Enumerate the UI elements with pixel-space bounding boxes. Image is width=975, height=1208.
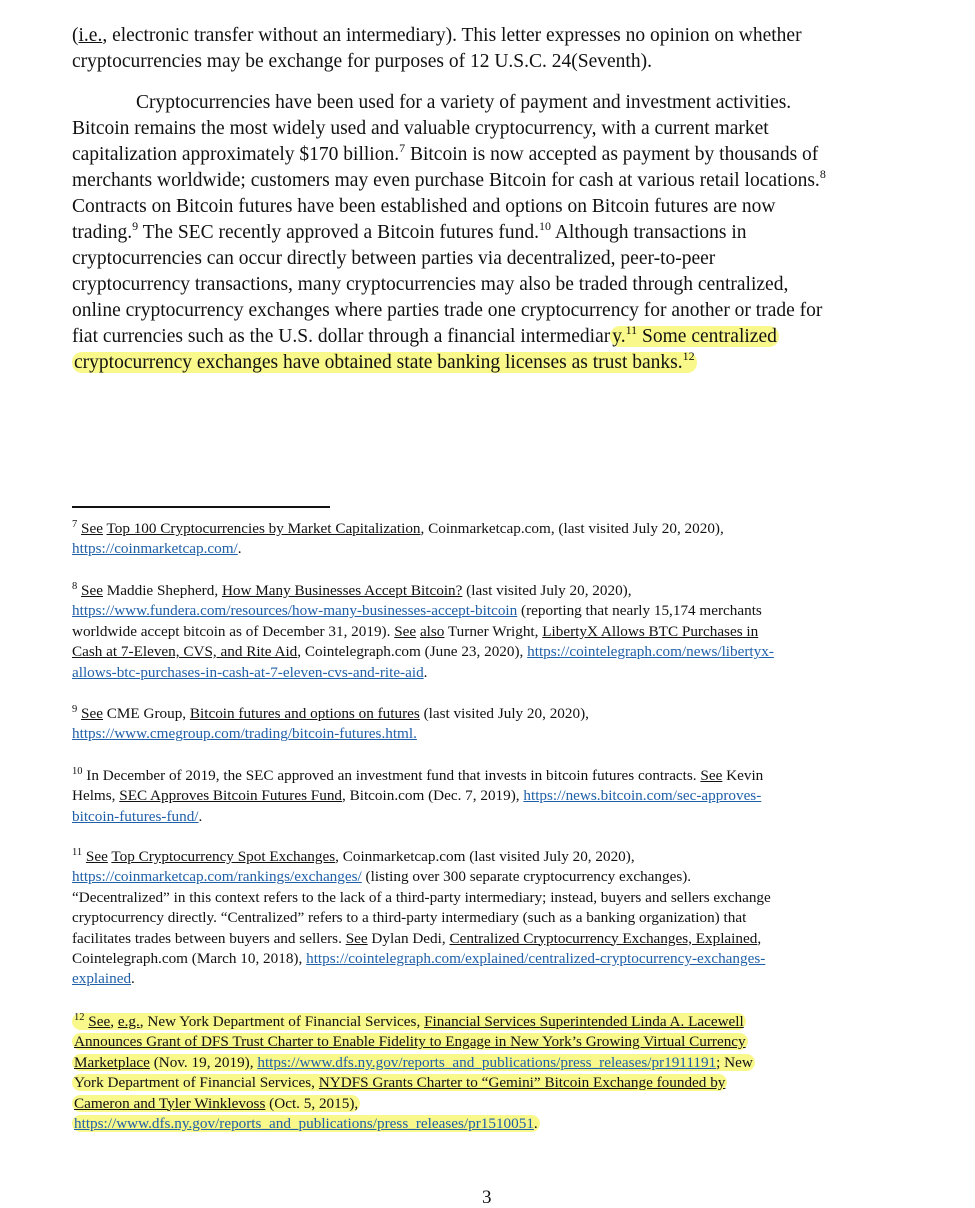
highlight-fn12 (72, 1033, 748, 1050)
fn12-line-3 (72, 1053, 902, 1073)
footnote-10 (72, 766, 902, 827)
footnote-separator (72, 506, 330, 508)
citation-link[interactable]: https://coinmarketcap.com/ (72, 540, 238, 558)
citation-org: CME Group, (102, 705, 190, 722)
citation-text: facilitates trades between buyers and sellers. (72, 929, 346, 947)
p1-line-2: cryptocurrencies may be exchange for purposes of 12 U.S.C. 24(Seventh). (72, 51, 652, 72)
citation-author: Maddie Shepherd, (102, 582, 222, 599)
p2-line-6-mid: The SEC recently approved a Bitcoin futures fund. (138, 222, 540, 243)
footnote-11 (72, 847, 902, 990)
citation-title: NYDFS Grants Charter to “Gemini” Bitcoin Exchange founded by (318, 1074, 726, 1092)
citation-title: Top Cryptocurrency Spot Exchanges (111, 848, 336, 865)
fn10-line-1 (72, 766, 902, 786)
fn11-line-1 (72, 847, 902, 867)
signal-see: See (345, 929, 368, 947)
p2-line-10-hl-tail: Some centralized (637, 326, 777, 347)
citation-author: Turner Wright, (444, 622, 543, 640)
p2-line-2: Bitcoin remains the most widely used and valuable cryptocurrency, with a current market (72, 118, 769, 139)
citation-source: , Bitcoin.com (Dec. 7, 2019), (342, 787, 524, 805)
ie-abbrev: i.e. (78, 25, 103, 46)
p2-line-10-hl-start: y. (612, 326, 626, 347)
paragraph-1 (72, 23, 912, 75)
signal-see: See (700, 767, 723, 784)
highlight-fn12: $^{12}$ See, e.g., New York Department of Financial Services, Financial Services Superintended Linda A. Lacewell (74, 1012, 744, 1030)
p2-line-6 (72, 220, 912, 246)
p2-line-7: cryptocurrencies can occur directly between parties via decentralized, peer-to-peer (72, 248, 716, 269)
citation-title: Announces Grant of DFS Trust Charter to Enable Fidelity to Engage in New York’s Growing Virtual Currency (74, 1033, 746, 1051)
fn12-line-5 (72, 1094, 902, 1114)
citation-title: Marketplace (74, 1053, 150, 1071)
fn9-line-2 (72, 724, 902, 744)
highlight-body-line-2 (72, 349, 697, 373)
p2-line-1: Cryptocurrencies have been used for a variety of payment and investment activities. (136, 92, 792, 113)
fn12-line-1 (72, 1012, 902, 1032)
citation-title: Financial Services Superintended Linda A. Lacewell (424, 1013, 744, 1030)
citation-link[interactable]: https://www.dfs.ny.gov/reports_and_publications/press_releases/pr1510051 (74, 1114, 534, 1132)
p2-line-6-text: trading. (72, 222, 133, 243)
p2-line-3-tail: Bitcoin is now accepted as payment by thousands of (405, 144, 819, 165)
footnote-9 (72, 704, 902, 745)
citation-source: , Coinmarketcap.com, (last visited July 20, 2020), (420, 520, 724, 537)
signal-see: See (88, 1013, 111, 1030)
citation-link[interactable]: https://news.bitcoin.com/sec-approves- (523, 787, 762, 805)
p2-line-11 (72, 350, 912, 376)
highlight-fn12 (72, 1074, 727, 1091)
footnote-number: 12 (74, 1012, 85, 1023)
citation-title: LibertyX Allows BTC Purchases in (542, 622, 759, 640)
footnote-12 (72, 1012, 902, 1134)
signal-see: See (85, 848, 108, 865)
citation-text: In December of 2019, the SEC approved an investment fund that invests in bitcoin futures contracts. (82, 767, 701, 784)
fn8-line-4 (72, 642, 902, 662)
citation-title: Cash at 7-Eleven, CVS, and Rite Aid (72, 643, 298, 661)
citation-end: . (533, 1114, 538, 1132)
citation-link[interactable]: https://www.dfs.ny.gov/reports_and_publications/press_releases/pr1911191 (257, 1053, 717, 1071)
footnote-ref-11[interactable]: 11 (625, 323, 638, 337)
citation-text: worldwide accept bitcoin as of December 31, 2019). (72, 622, 395, 640)
paragraph-2 (72, 90, 912, 376)
citation-link[interactable]: explained (72, 970, 132, 988)
highlight-body (610, 323, 779, 347)
footnote-8 (72, 581, 902, 683)
p2-line-4-text: merchants worldwide; customers may even purchase Bitcoin for cash at various retail locations. (72, 170, 820, 191)
highlight-fn12 (72, 1054, 755, 1071)
citation-note: (listing over 300 separate cryptocurrency exchanges). (361, 868, 692, 886)
citation-link[interactable]: https://www.cmegroup.com/trading/bitcoin-futures.html. (72, 725, 417, 743)
footnote-ref-8[interactable]: 8 (819, 167, 826, 181)
fn11-line-3: “Decentralized” in this context refers to the lack of a third-party intermediary; instead, buyers and sellers exchange (72, 888, 771, 906)
citation-title: Top 100 Cryptocurrencies by Market Capitalization (106, 520, 421, 537)
footnote-ref-7[interactable]: 7 (399, 141, 406, 155)
p2-line-9: online cryptocurrency exchanges where parties trade one cryptocurrency for another or trade for (72, 300, 823, 321)
fn11-line-7 (72, 969, 902, 989)
p2-line-3-text: capitalization approximately $170 billion. (72, 144, 400, 165)
citation-source: , Coinmarketcap.com (last visited July 20, 2020), (335, 848, 635, 865)
fn8-line-2 (72, 601, 902, 621)
footnote-number: 7 (72, 519, 78, 530)
p2-line-11-text: cryptocurrency exchanges have obtained state banking licenses as trust banks. (74, 352, 683, 373)
signal-see: See (394, 622, 417, 640)
p2-line-6-tail: Although transactions in (551, 222, 747, 243)
footnote-ref-9[interactable]: 9 (132, 219, 139, 233)
citation-title: Centralized Cryptocurrency Exchanges, Explained (449, 929, 758, 947)
citation-link[interactable]: bitcoin-futures-fund/ (72, 807, 199, 825)
fn8-line-5 (72, 663, 902, 683)
p2-line-10 (72, 324, 912, 350)
footnote-number: 11 (72, 847, 83, 858)
signal-eg: e.g. (117, 1013, 140, 1030)
citation-end: . (237, 540, 242, 558)
p2-line-10-text: fiat currencies such as the U.S. dollar through a financial intermediar (72, 326, 611, 347)
citation-link[interactable]: allows-btc-purchases-in-cash-at-7-eleven-cvs-and-rite-aid (72, 663, 424, 681)
citation-text: ; New (716, 1053, 753, 1071)
fn12-line-2 (72, 1032, 902, 1052)
p1-open-paren: ( (72, 25, 79, 46)
fn11-line-4: cryptocurrency directly. “Centralized” refers to a third-party intermediary (such as a banking organization) that (72, 909, 747, 927)
citation-title: How Many Businesses Accept Bitcoin? (221, 582, 463, 599)
footnote-number: 10 (72, 766, 83, 777)
footnote-ref-10[interactable]: 10 (539, 219, 552, 233)
citation-author: Kevin (722, 767, 764, 784)
citation-link[interactable]: https://cointelegraph.com/explained/centralized-cryptocurrency-exchanges- (306, 949, 766, 967)
footnote-number: 9 (72, 704, 78, 715)
citation-source: Cointelegraph.com (March 10, 2018), (72, 949, 307, 967)
signal-see: See (81, 705, 103, 722)
footnote-ref-12[interactable]: 12 (682, 349, 695, 363)
citation-title: Bitcoin futures and options on futures (189, 705, 420, 722)
citation-end: . (423, 663, 428, 681)
p1-line-1 (72, 23, 912, 49)
citation-end: . (198, 807, 203, 825)
page-number: 3 (482, 1187, 492, 1208)
p2-line-3 (72, 142, 912, 168)
fn8-line-1 (72, 581, 902, 601)
fn9-line-1 (72, 704, 902, 724)
fn12-line-6 (72, 1114, 902, 1134)
fn11-line-5 (72, 929, 902, 949)
citation-note: (reporting that nearly 15,174 merchants (517, 602, 762, 620)
fn10-line-3 (72, 807, 902, 827)
fn7-line-1 (72, 519, 902, 539)
footnote-number: 8 (72, 581, 78, 592)
highlight-fn12 (72, 1095, 360, 1112)
citation-title: SEC Approves Bitcoin Futures Fund (119, 787, 343, 805)
citation-date: (Oct. 5, 2015), (265, 1094, 359, 1112)
fn8-line-3 (72, 622, 902, 642)
citation-org: York Department of Financial Services, (74, 1074, 319, 1092)
highlight-fn12 (72, 1115, 540, 1132)
citation-link[interactable]: https://cointelegraph.com/news/libertyx- (527, 643, 774, 661)
p2-line-8: cryptocurrency transactions, many cryptocurrencies may also be traded through centralized, (72, 274, 789, 295)
citation-punct: , (757, 929, 762, 947)
citation-source: , Cointelegraph.com (June 23, 2020), (297, 643, 528, 661)
citation-link[interactable]: https://coinmarketcap.com/rankings/exchanges/ (72, 868, 362, 886)
signal-see: See (81, 520, 103, 537)
p2-line-5: Contracts on Bitcoin futures have been established and options on Bitcoin futures are now (72, 196, 776, 217)
p1-line-1-text: , electronic transfer without an intermediary). This letter expresses no opinion on whether (102, 25, 802, 46)
fn12-line-4 (72, 1073, 902, 1093)
footnote-7 (72, 519, 902, 560)
citation-visited: (last visited July 20, 2020), (419, 705, 589, 722)
citation-visited: (last visited July 20, 2020), (462, 582, 632, 599)
signal-also: also (419, 622, 445, 640)
citation-title: Cameron and Tyler Winklevoss (74, 1094, 266, 1112)
citation-date: (Nov. 19, 2019), (149, 1053, 258, 1071)
citation-link[interactable]: https://www.fundera.com/resources/how-many-businesses-accept-bitcoin (72, 602, 518, 620)
fn11-line-6 (72, 949, 902, 969)
citation-author: Dylan Dedi, (367, 929, 450, 947)
fn10-line-2 (72, 786, 902, 806)
citation-end: . (131, 970, 135, 988)
citation-author: Helms, (72, 787, 120, 805)
p2-line-4 (72, 168, 912, 194)
fn7-line-2 (72, 539, 902, 559)
signal-see: See (81, 582, 103, 599)
fn11-line-2 (72, 867, 902, 887)
citation-org: New York Department of Financial Services, (143, 1013, 425, 1030)
